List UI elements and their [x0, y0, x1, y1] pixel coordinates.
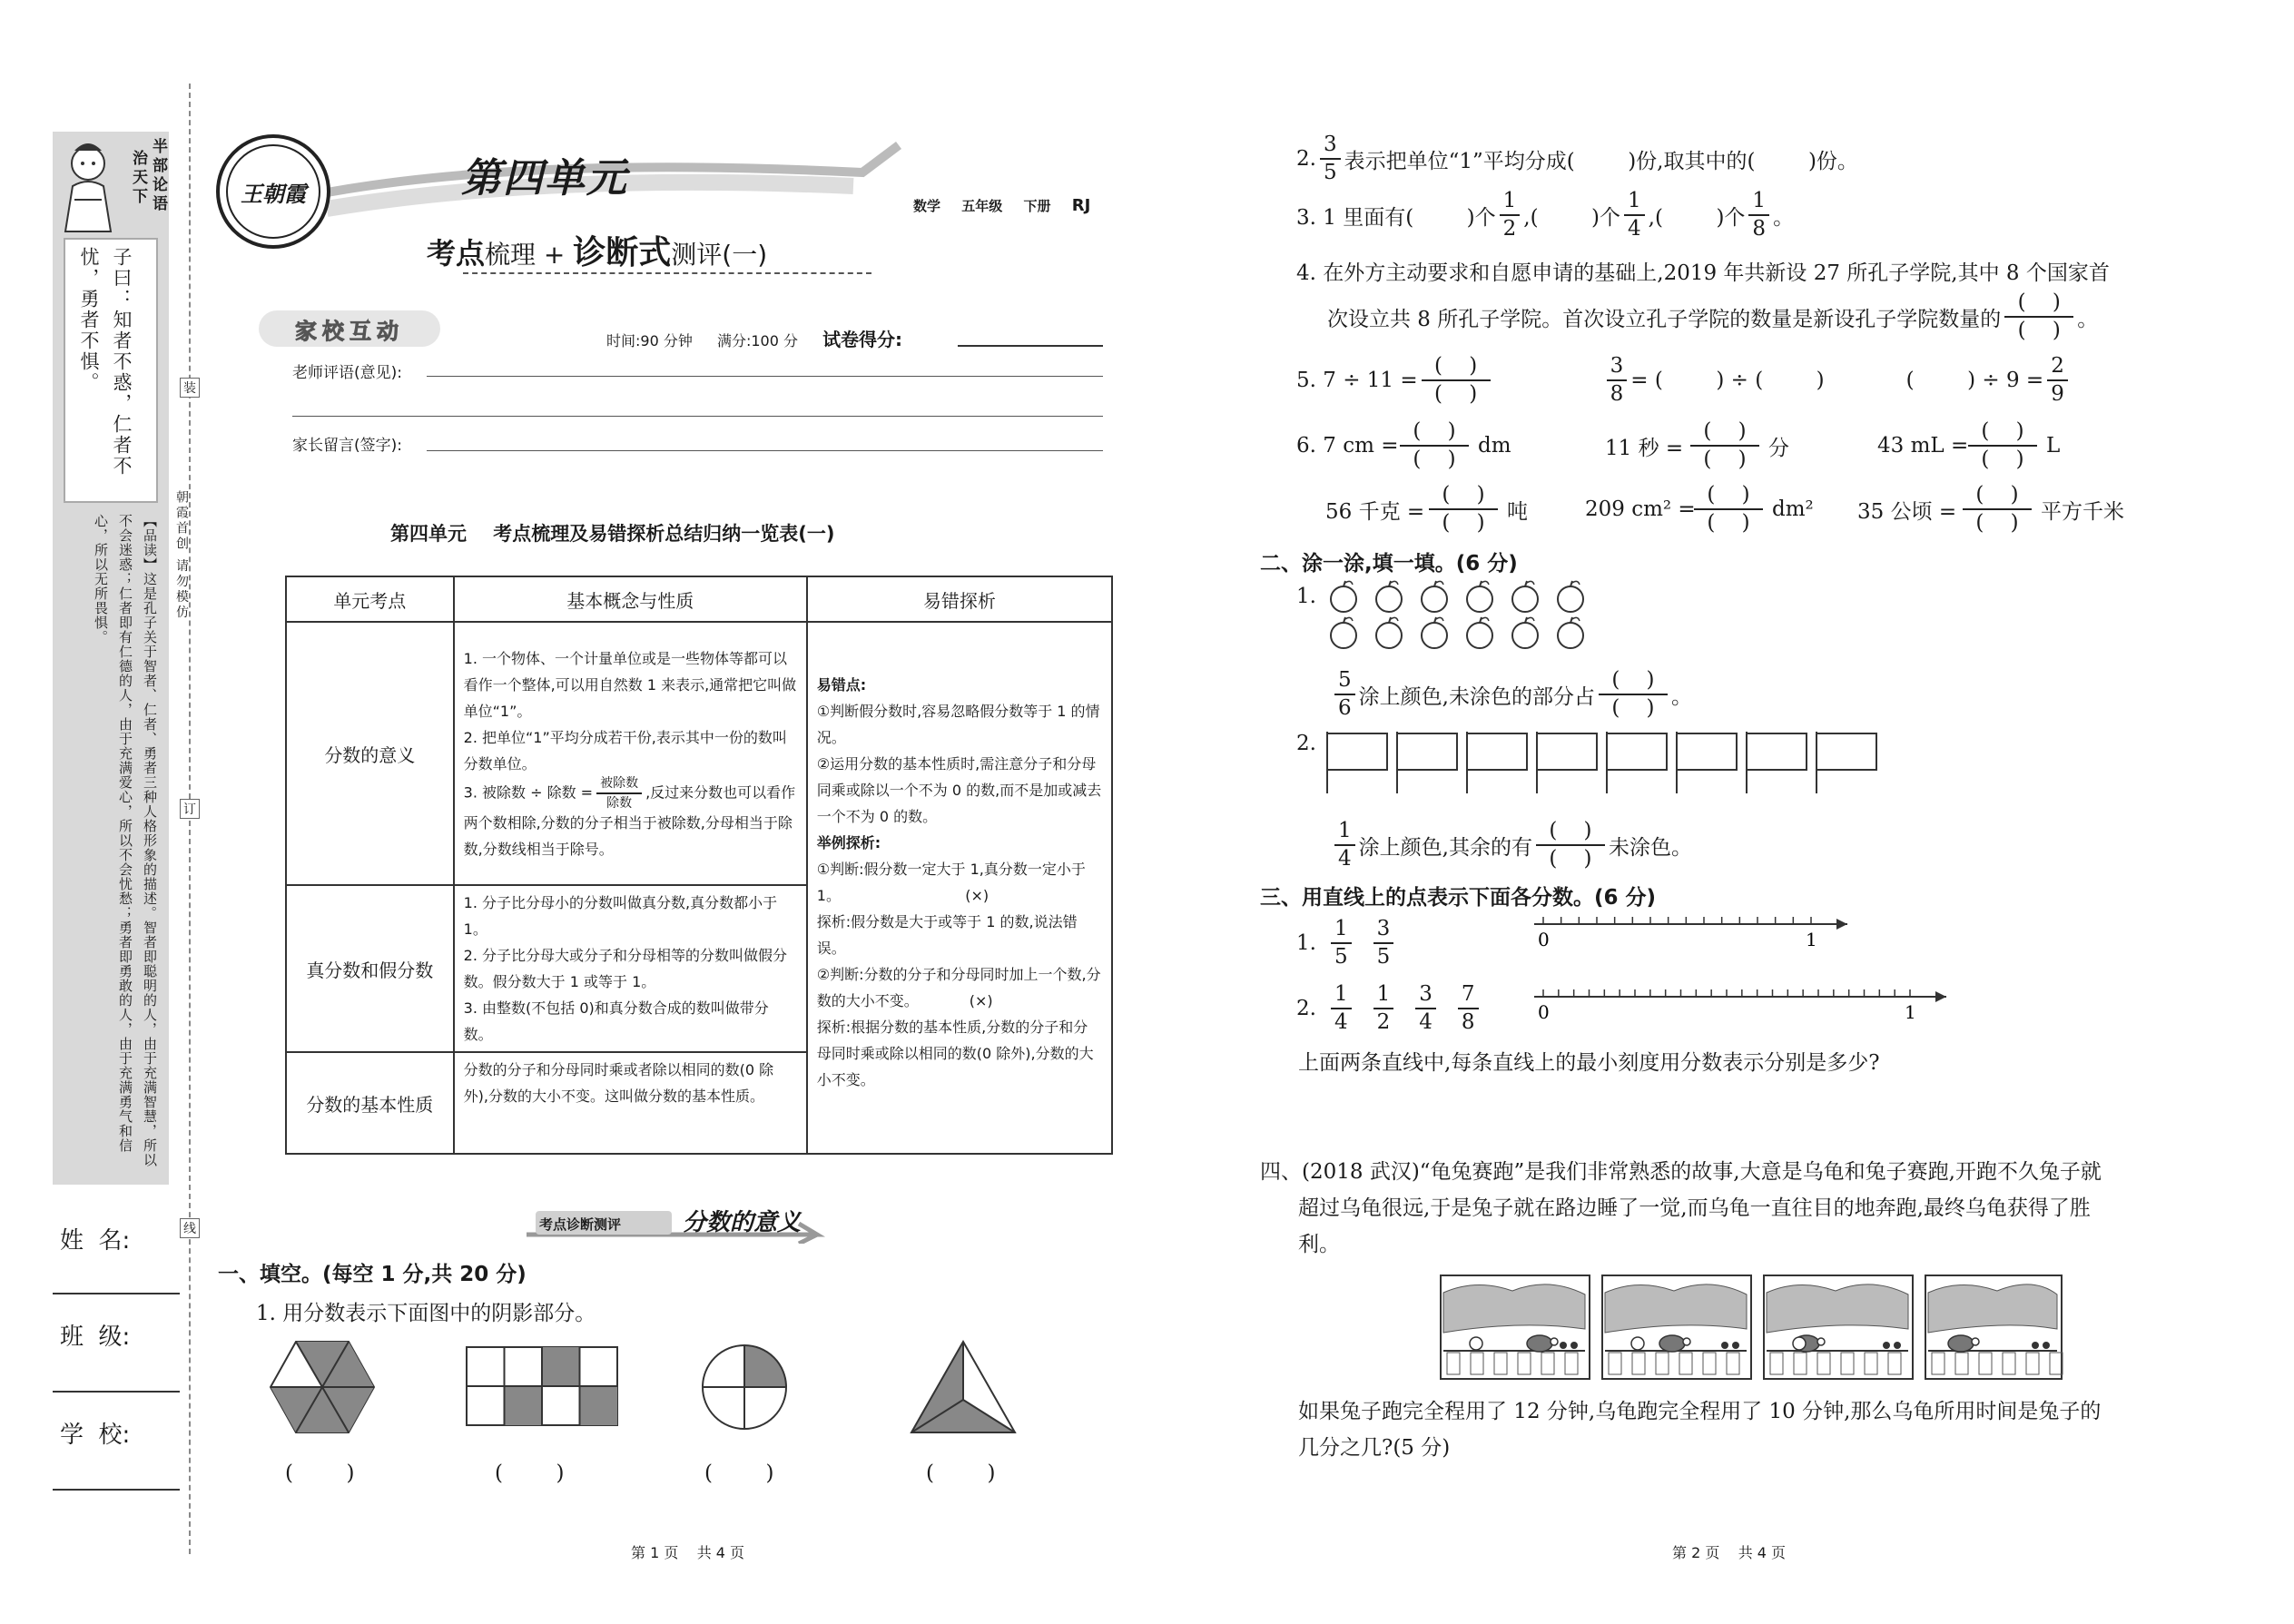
exam-full-score: 满分:100 分: [716, 332, 798, 349]
rectangle-grid-figure: [465, 1345, 619, 1427]
apple-icon[interactable]: [1512, 581, 1538, 612]
triangle-figure: [910, 1340, 1017, 1434]
flag-icon[interactable]: [1607, 732, 1667, 793]
number-line-2-fractions: 2. $\frac{1}{4}$ $\frac{1}{2}$ $\frac{3}{4}$ $\frac{7}{8}$: [1296, 984, 1482, 1033]
parent-message-label: 家长留言(签字):: [292, 437, 402, 455]
q6-row-1: 6. 7 cm = $\frac{( )}{( )}$ dm 11 秒 = $\frac{( )}{( )}$ 分 43 mL = $\frac{( )}{( )}$ L: [1296, 419, 2061, 471]
part2-q1-label: 1.: [1296, 585, 1316, 608]
flag-icon[interactable]: [1747, 732, 1807, 793]
cut-mark-1: 装: [180, 378, 200, 398]
apple-icon[interactable]: [1376, 617, 1402, 648]
circle-figure: [701, 1343, 788, 1431]
error-line: 探析:假分数是大于或等于 1 的数,说法错误。: [816, 913, 1078, 957]
summary-header-row: [286, 576, 1112, 622]
exam-subtitle: [427, 227, 767, 273]
race-illustrations: [1440, 1275, 2093, 1382]
subtitle-part-c: 诊断式: [573, 234, 672, 271]
teacher-comment-input[interactable]: [427, 376, 1103, 377]
apple-icon[interactable]: [1467, 617, 1492, 648]
part4-line-a: 四、(2018 武汉)“龟兔赛跑”是我们非常熟悉的故事,大意是乌龟和兔子赛跑,开跑不久兔子就: [1260, 1160, 2102, 1184]
score-label: 试卷得分:: [822, 329, 903, 350]
page-footer-right: 第 2 页 共 4 页: [1672, 1544, 1787, 1561]
subtitle-underline: [463, 272, 871, 274]
copyright-note: 朝霞首创 请勿模仿: [174, 490, 189, 621]
error-line: ①判断假分数时,容易忽略假分数等于 1 的情况。: [816, 703, 1100, 746]
answer-fraction-blank[interactable]: $\frac{( )}{( )}$: [2004, 292, 2073, 341]
meta-volume: 下册: [1023, 198, 1051, 214]
q4-line-1: 4. 在外方主动要求和自愿申请的基础上,2019 年共新设 27 所孔子学院,其中 8 个国家首: [1296, 261, 2110, 285]
grade-meta: [913, 196, 1090, 215]
answer-fraction-blank[interactable]: $\frac{( )}{( )}$: [1694, 485, 1763, 534]
exam-time: 时间:90 分钟: [606, 332, 693, 349]
error-line: ①判断:假分数一定大于 1,真分数一定小于 1。 (×): [816, 861, 1090, 904]
rabbit-icon: [1470, 1337, 1482, 1350]
answer-fraction-blank[interactable]: $\frac{( )}{( )}$: [1429, 485, 1498, 534]
header-errors: 易错探析: [807, 576, 1112, 622]
answer-blank[interactable]: ( ): [926, 1462, 996, 1485]
part4-line-b: 超过乌龟很远,于是兔子就在路边睡了一觉,而乌龟一直往目的地奔跑,最终乌龟获得了胜: [1298, 1196, 2091, 1220]
answer-fraction-blank[interactable]: $\frac{( )}{( )}$: [1536, 821, 1605, 870]
error-line: ②判断:分数的分子和分母同时加上一个数,分数的大小不变。 (×): [816, 966, 1101, 1009]
rabbit-icon: [1631, 1337, 1644, 1350]
apple-icon[interactable]: [1331, 617, 1356, 648]
answer-blank[interactable]: ( ): [704, 1462, 774, 1485]
concept-cell: [454, 622, 807, 885]
apple-icon[interactable]: [1467, 581, 1492, 612]
part3-title: 三、用直线上的点表示下面各分数。(6 分): [1260, 886, 1657, 910]
flag-row: [1325, 732, 1888, 795]
teacher-comment-input-line2[interactable]: [292, 416, 1103, 417]
tick-label-one: 1: [1806, 929, 1817, 950]
summary-row: [286, 622, 1112, 885]
answer-fraction-blank[interactable]: $\frac{( )}{( )}$: [1690, 421, 1759, 470]
cut-line: [189, 84, 191, 1554]
apple-icon[interactable]: [1422, 581, 1447, 612]
q2-line: 2. $\frac{3}{5}$ 表示把单位“1”平均分成( )份,取其中的( )份。: [1296, 133, 1858, 184]
meta-edition: RJ: [1071, 196, 1091, 215]
flag-icon[interactable]: [1397, 732, 1457, 793]
hexagon-figure: [269, 1340, 376, 1434]
confucius-quote: 子曰：知者不惑，仁者不忧，勇者不惧。: [78, 247, 133, 477]
summary-title: 第四单元 考点梳理及易错探析总结归纳一览表(一): [390, 523, 835, 545]
name-label: 姓 名:: [60, 1227, 131, 1255]
apple-icon[interactable]: [1376, 581, 1402, 612]
part1-title: 一、填空。(每空 1 分,共 20 分): [218, 1263, 527, 1286]
part2-q2-line: $\frac{1}{4}$ 涂上颜色,其余的有 $\frac{( )}{( )}$ 未涂色。: [1331, 821, 1692, 870]
school-input[interactable]: [53, 1489, 180, 1491]
parent-message-input[interactable]: [427, 450, 1103, 451]
flag-icon[interactable]: [1467, 732, 1527, 793]
turtle-icon: [1659, 1335, 1685, 1352]
number-line-2: [1534, 988, 1970, 1042]
race-panel: [1764, 1275, 1913, 1379]
turtle-icon: [1948, 1335, 1974, 1352]
error-line: 举例探析:: [816, 834, 881, 851]
apple-icon[interactable]: [1422, 617, 1447, 648]
answer-blank[interactable]: ( ): [495, 1462, 565, 1485]
flag-icon[interactable]: [1816, 732, 1876, 793]
header-concepts: 基本概念与性质: [454, 576, 807, 622]
concept-line: 2. 把单位“1”平均分成若干份,表示其中一份的数叫分数单位。: [463, 728, 787, 773]
flag-icon[interactable]: [1327, 732, 1387, 793]
concept-line: 分数的分子和分母同时乘或者除以相同的数(0 除外),分数的大小不变。这叫做分数的基本性质。: [463, 1061, 774, 1105]
motto-line-2: 治天下: [129, 150, 147, 207]
error-cell: [807, 622, 1112, 1154]
answer-fraction-blank[interactable]: $\frac{( )}{( )}$: [1400, 421, 1469, 470]
part4-line-e: 几分之几?(5 分): [1298, 1436, 1451, 1460]
class-label: 班 级:: [60, 1324, 131, 1351]
topic-cell: 分数的基本性质: [286, 1052, 454, 1154]
tick-label-zero: 0: [1538, 1001, 1550, 1023]
school-label: 学 校:: [60, 1422, 131, 1449]
cut-mark-3: 线: [180, 1218, 200, 1238]
answer-fraction-blank[interactable]: $\frac{( )}{( )}$: [1963, 485, 2032, 534]
section-banner-big: 分数的意义: [683, 1209, 802, 1236]
meta-grade: 五年级: [961, 198, 1003, 214]
grid-shaded: [542, 1347, 580, 1386]
arrow-head: [1836, 919, 1847, 930]
part2-title: 二、涂一涂,填一填。(6 分): [1260, 552, 1518, 576]
home-school-badge-text: 家校互动: [295, 318, 404, 344]
q3-line: 3. 1 里面有( )个 $\frac{1}{2}$ ,( )个 $\frac{1}{4}$ ,( )个 $\frac{1}{8}$ 。: [1296, 189, 1795, 241]
number-line-1: [1534, 915, 1879, 969]
class-input[interactable]: [53, 1391, 180, 1393]
unit-title: 第四单元: [461, 155, 628, 202]
concept-line: 1. 一个物体、一个计量单位或是一些物体等都可以看作一个整体,可以用自然数 1 来表示,通常把它叫做单位“1”。: [463, 649, 797, 720]
concept-line: 1. 分子比分母小的分数叫做真分数,真分数都小于 1。: [463, 894, 778, 938]
arrow-head: [1935, 991, 1946, 1002]
q4-line-2: 次设立共 8 所孔子学院。首次设立孔子学院的数量是新设孔子学院数量的 $\frac{( )}{( )}$ 。: [1327, 290, 2099, 342]
home-school-badge: [259, 310, 440, 347]
score-input[interactable]: [958, 345, 1103, 347]
cut-mark-2: 订: [180, 799, 200, 819]
number-line-1-fractions: 1. $\frac{1}{5}$ $\frac{3}{5}$: [1296, 919, 1397, 968]
answer-fraction-blank[interactable]: $\frac{( )}{( )}$: [1599, 670, 1668, 719]
apple-icon[interactable]: [1331, 581, 1356, 612]
q1-text: 1. 用分数表示下面图中的阴影部分。: [256, 1302, 596, 1325]
apple-icon[interactable]: [1558, 581, 1583, 612]
part2-q1-line: $\frac{5}{6}$ 涂上颜色,未涂色的部分占 $\frac{( )}{( )}$ 。: [1331, 670, 1692, 719]
concept-line: 3. 被除数 ÷ 除数 = $\frac{\text{被除数}}{\text{除数}}$ ,反过来分数也可以看作两个数相除,分数的分子相当于被除数,分母相当于除数,分数线相当于除号。: [463, 775, 796, 858]
motto-line-1: 半部论语: [149, 138, 167, 214]
q2-fraction: $\frac{3}{5}$: [1320, 134, 1341, 183]
meta-subject: 数学: [913, 198, 941, 214]
tick-label-zero: 0: [1538, 929, 1550, 950]
part4-line-c: 利。: [1298, 1233, 1340, 1256]
apple-icon[interactable]: [1512, 617, 1538, 648]
answer-fraction-blank[interactable]: $\frac{( )}{( )}$: [1968, 421, 2037, 470]
teacher-comment-label: 老师评语(意见):: [292, 364, 402, 382]
race-panel: [1925, 1275, 2063, 1379]
tick-label-one: 1: [1905, 1001, 1916, 1023]
turtle-icon: [1527, 1335, 1552, 1352]
part2-q2-label: 2.: [1296, 732, 1316, 755]
answer-fraction-blank[interactable]: $\frac{( )}{( )}$: [1422, 356, 1491, 405]
flag-icon[interactable]: [1537, 732, 1597, 793]
concept-cell: [454, 885, 807, 1052]
subtitle-part-d: 测评(一): [671, 240, 768, 270]
apple-grid: [1325, 579, 1625, 654]
header-topic: 单元考点: [286, 576, 454, 622]
concept-cell: [454, 1052, 807, 1154]
concept-line: 2. 分子比分母大或分子和分母相等的分数叫做假分数。假分数大于 1 或等于 1。: [463, 947, 787, 990]
topic-cell: 分数的意义: [286, 622, 454, 885]
brand-logo-text: 王朝霞: [241, 180, 306, 207]
subtitle-part-b: 梳理 +: [485, 240, 574, 270]
commentary: 【品读】这是孔子关于智者、仁者、勇者三种人格形象的描述。智者即聪明的人，由于充满智慧，所以不会迷惑；仁者即有仁德的人，由于充满爱心，所以不会忧愁；勇者即勇敢的人，由于充满勇气和信心，所以无所畏惧。: [93, 514, 158, 1167]
concept-line: 3. 由整数(不包括 0)和真分数合成的数叫做带分数。: [463, 999, 769, 1043]
name-input[interactable]: [53, 1293, 180, 1294]
q5-line: 5. 7 ÷ 11 = $\frac{( )}{( )}$ $\frac{3}{8}$ = ( ) ÷ ( ) ( ) ÷ 9 = $\frac{2}{9}$: [1296, 356, 2159, 405]
error-line: 易错点:: [816, 676, 867, 694]
sage-illustration: [56, 136, 120, 236]
error-line: 探析:根据分数的基本性质,分数的分子和分母同时乘或除以相同的数(0 除外),分数的大小不变。: [816, 1019, 1094, 1088]
apple-icon[interactable]: [1558, 617, 1583, 648]
grid-shaded: [580, 1386, 618, 1425]
part4-line-d: 如果兔子跑完全程用了 12 分钟,乌龟跑完全程用了 10 分钟,那么乌龟所用时间是兔子的: [1298, 1400, 2102, 1423]
part3-question: 上面两条直线中,每条直线上的最小刻度用分数表示分别是多少?: [1298, 1051, 1880, 1075]
race-panel: [1441, 1275, 1590, 1379]
subtitle-part-a: 考点: [427, 236, 486, 271]
q6-row-2: 56 千克 = $\frac{( )}{( )}$ 吨 209 cm² = $\frac{( )}{( )}$ dm² 35 公顷 = $\frac{( )}{( )}$ 平方千米: [1325, 483, 2124, 535]
section-banner-small: 考点诊断测评: [539, 1216, 622, 1233]
summary-table: [285, 576, 1113, 1155]
grid-shaded: [505, 1386, 543, 1425]
flag-icon[interactable]: [1677, 732, 1737, 793]
rabbit-icon: [1793, 1337, 1806, 1350]
exam-info: [606, 325, 902, 351]
answer-blank[interactable]: ( ): [285, 1462, 355, 1485]
error-line: ②运用分数的基本性质时,需注意分子和分母同乘或除以一个不为 0 的数,而不是加或减去一个不为 0 的数。: [816, 755, 1102, 825]
brand-logo: [216, 134, 330, 249]
topic-cell: 真分数和假分数: [286, 885, 454, 1052]
page-footer-left: 第 1 页 共 4 页: [631, 1544, 745, 1561]
race-panel: [1602, 1275, 1751, 1379]
